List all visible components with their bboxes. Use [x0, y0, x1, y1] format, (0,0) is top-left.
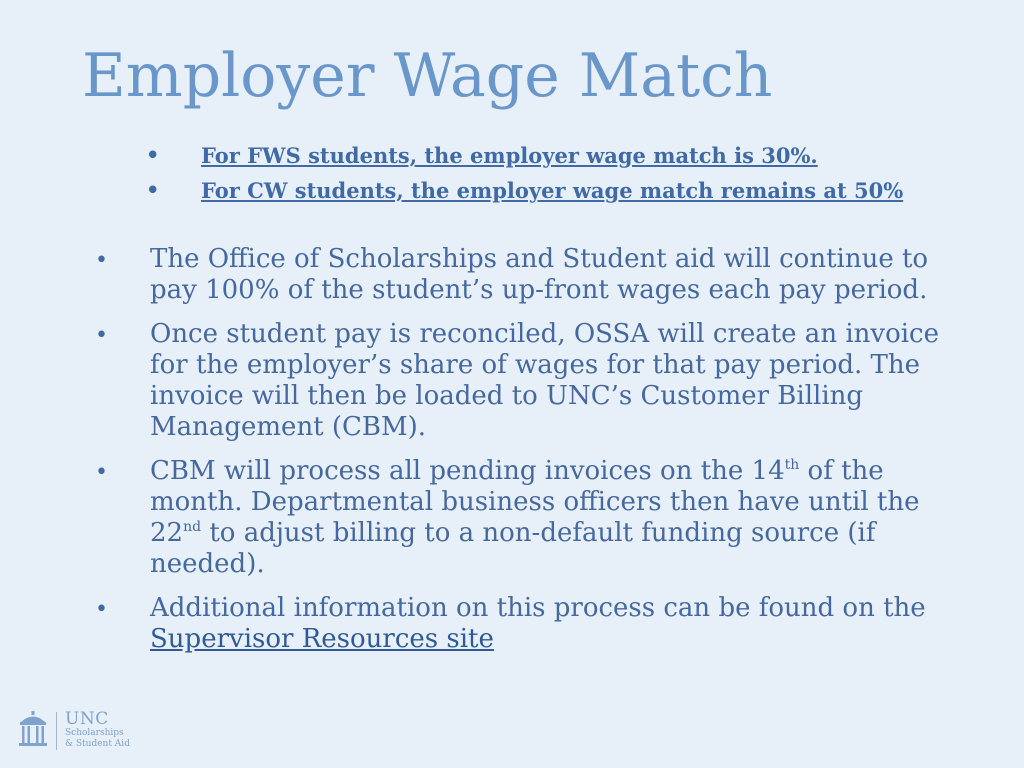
bullet-invoice — [95, 319, 965, 443]
bullet-text — [150, 593, 926, 654]
bullet-text: The Office of Scholarships and Student aid will continue to pay 100% of the student’s up-front wages each pay period. — [150, 244, 929, 305]
sub-bullet-fws — [146, 142, 926, 169]
bullet-text-part: of the month. Departmental business officers then have until the 22 — [150, 456, 920, 548]
bullet-icon: • — [146, 178, 160, 202]
sub-bullet-list — [146, 142, 926, 212]
sub-bullet-text: For CW students, the employer wage match remains at 50% — [201, 178, 904, 203]
ordinal-suffix: nd — [183, 519, 202, 535]
old-well-icon — [18, 710, 48, 748]
bullet-cbm-processing — [95, 456, 965, 580]
supervisor-resources-link[interactable]: Supervisor Resources site — [150, 624, 494, 654]
main-bullet-list — [95, 244, 965, 668]
bullet-text-part: to adjust billing to a non-default funding source (if needed). — [150, 518, 876, 579]
bullet-icon: • — [95, 323, 108, 348]
bullet-additional-info — [95, 593, 965, 655]
bullet-icon: • — [95, 460, 108, 485]
unc-logo — [18, 710, 130, 752]
bullet-text-part: CBM will process all pending invoices on the 14 — [150, 456, 785, 486]
bullet-text — [150, 456, 920, 579]
logo-unc-text: UNC — [65, 709, 109, 729]
slide-title: Employer Wage Match — [82, 41, 773, 111]
logo-divider — [56, 712, 57, 750]
ordinal-suffix: th — [784, 457, 800, 473]
bullet-text: Once student pay is reconciled, OSSA will create an invoice for the employer’s share of wages for that pay period. The invoice will then be loaded to UNC’s Customer Billing Management (CBM). — [150, 319, 939, 442]
sub-bullet-cw — [146, 177, 926, 204]
bullet-upfront-wages — [95, 244, 965, 306]
bullet-text-part: Additional information on this process can be found on the — [150, 593, 926, 623]
bullet-icon: • — [95, 248, 108, 273]
logo-subtitle-line1: Scholarships — [65, 728, 124, 738]
bullet-icon: • — [146, 143, 160, 167]
logo-subtitle-line2: & Student Aid — [65, 739, 130, 749]
sub-bullet-text: For FWS students, the employer wage match is 30%. — [201, 143, 818, 168]
logo-text — [65, 710, 130, 750]
bullet-icon: • — [95, 597, 108, 622]
